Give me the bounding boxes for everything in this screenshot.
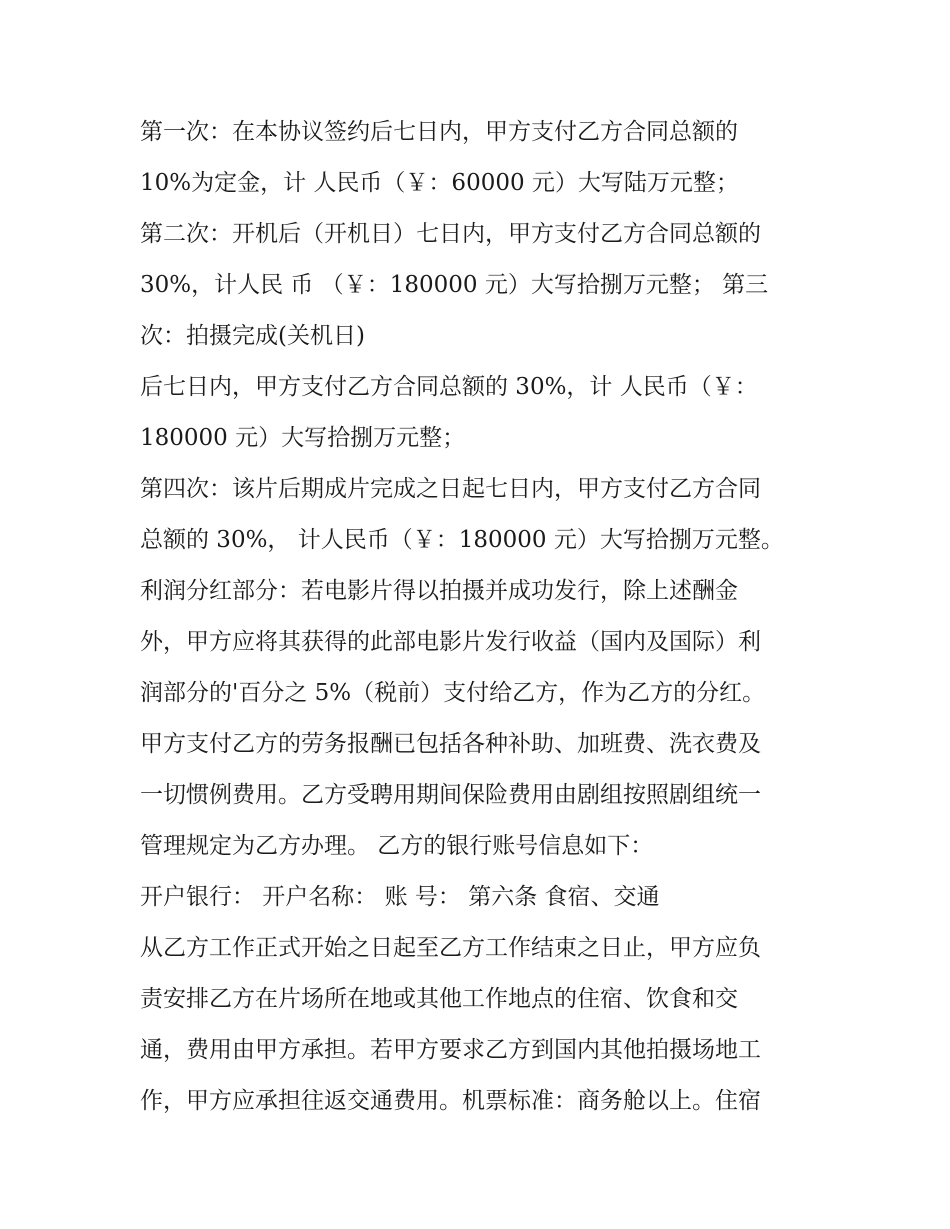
text-line: 通，费用由甲方承担。若甲方要求乙方到国内其他拍摄场地工 (140, 1037, 761, 1063)
text-line: 开户银行： 开户名称： 账 号： 第六条 食宿、交通 (140, 884, 660, 910)
text-line: 润部分的'百分之 5%（税前）支付给乙方，作为乙方的分红。 (140, 680, 766, 706)
text-line: 利润分红部分：若电影片得以拍摄并成功发行，除上述酬金 (140, 578, 738, 604)
text-line: 外，甲方应将其获得的此部电影片发行收益（国内及国际）利 (140, 629, 761, 655)
text-line: 总额的 30%， 计人民币（￥：180000 元）大写拾捌万元整。 (140, 527, 784, 553)
text-line: 一切惯例费用。乙方受聘用期间保险费用由剧组按照剧组统一 (140, 782, 761, 808)
text-line: 责安排乙方在片场所在地或其他工作地点的住宿、饮食和交 (140, 986, 738, 1012)
text-line: 180000 元）大写拾捌万元整； (140, 425, 466, 451)
text-line: 第四次：该片后期成片完成之日起七日内，甲方支付乙方合同 (140, 476, 761, 502)
text-line: 第一次：在本协议签约后七日内，甲方支付乙方合同总额的 (140, 119, 738, 145)
text-line: 次：拍摄完成(关机日) (140, 323, 365, 349)
text-line: 后七日内，甲方支付乙方合同总额的 30%，计 人民币（￥： (140, 374, 758, 400)
text-line: 10%为定金，计 人民币（￥：60000 元）大写陆万元整； (140, 170, 739, 196)
text-line: 作，甲方应承担往返交通费用。机票标准：商务舱以上。住宿 (140, 1088, 761, 1114)
text-line: 从乙方工作正式开始之日起至乙方工作结束之日止，甲方应负 (140, 935, 761, 961)
text-line: 甲方支付乙方的劳务报酬已包括各种补助、加班费、洗衣费及 (140, 731, 761, 757)
text-line: 第二次：开机后（开机日）七日内，甲方支付乙方合同总额的 (140, 221, 761, 247)
text-line: 管理规定为乙方办理。 乙方的银行账号信息如下： (140, 833, 654, 859)
contract-text (140, 107, 820, 1127)
text-line: 30%，计人民 币 （￥：180000 元）大写拾捌万元整； 第三 (140, 272, 769, 298)
